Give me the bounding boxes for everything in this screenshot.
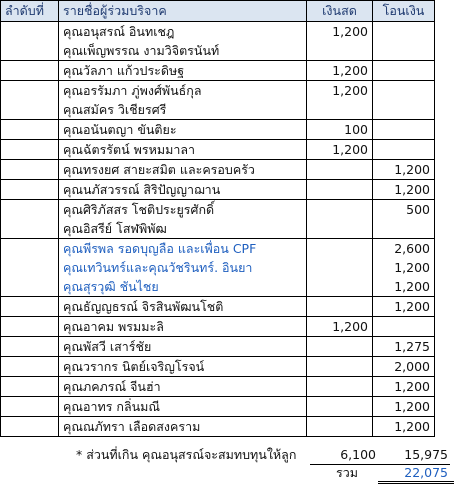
row-name-cell (59, 200, 307, 239)
table-row (1, 397, 435, 417)
row-transfer-cell (373, 61, 435, 81)
donor-name: คุณฉัตรรัตน์ พรหมมาลา (63, 142, 196, 157)
cash-amount: 1,200 (332, 63, 368, 78)
donor-name: คุณอาทร กลิ่นมณี (63, 399, 161, 414)
row-name-cell (59, 120, 307, 140)
row-name-cell (59, 337, 307, 357)
row-name-cell (59, 377, 307, 397)
table-row (1, 337, 435, 357)
row-transfer-cell (373, 397, 435, 417)
row-cash-cell (307, 397, 373, 417)
table-row (1, 297, 435, 317)
row-index-cell (1, 297, 59, 317)
row-index-cell (1, 317, 59, 337)
row-cash-cell (307, 160, 373, 180)
row-cash-cell (307, 377, 373, 397)
row-cash-cell (307, 81, 373, 120)
header-index: ลำดับที่ (1, 1, 59, 22)
row-index-cell (1, 140, 59, 160)
donor-name: คุณเพ็ญพรรณ งามวิจิตรนันท์ (63, 43, 220, 58)
row-transfer-cell (373, 377, 435, 397)
donor-name: คุณเทวินทร์และคุณวัชรินทร์. อินยา (63, 260, 253, 275)
row-transfer-cell (373, 160, 435, 180)
table-row (1, 160, 435, 180)
table-row (1, 200, 435, 239)
donor-name: คุณทรงยศ สายะสมิต และครอบครัว (63, 162, 255, 177)
grand-total-double-underline-top (378, 481, 454, 482)
row-name-cell (59, 180, 307, 200)
row-index-cell (1, 160, 59, 180)
row-index-cell (1, 120, 59, 140)
row-index-cell (1, 239, 59, 297)
table-row (1, 317, 435, 337)
table-row (1, 120, 435, 140)
row-transfer-cell (373, 357, 435, 377)
row-transfer-cell (373, 120, 435, 140)
row-name-cell (59, 160, 307, 180)
table-row (1, 239, 435, 297)
row-cash-cell (307, 417, 373, 437)
cash-amount: 1,200 (332, 319, 368, 334)
row-name-cell (59, 297, 307, 317)
donor-name: คุณวรากร นิตย์เจริญโรจน์ (63, 359, 205, 374)
row-cash-cell (307, 22, 373, 61)
cash-amount: 100 (344, 122, 368, 137)
row-index-cell (1, 397, 59, 417)
donor-name: คุณพัสวี เสาร์ชัย (63, 339, 152, 354)
donor-name: คุณอิสรีย์ โสฬพิพัฒ (63, 221, 167, 236)
header-name: รายชื่อผู้ร่วมบริจาค (59, 1, 307, 22)
header-transfer: โอนเงิน (373, 1, 435, 22)
transfer-amount: 1,200 (394, 182, 430, 197)
row-index-cell (1, 180, 59, 200)
row-transfer-cell (373, 81, 435, 120)
donor-name: คุณศิริภัสสร โชติประยูรศักดิ์ (63, 202, 215, 217)
table-row (1, 140, 435, 160)
row-name-cell (59, 357, 307, 377)
transfer-amount: 1,200 (394, 399, 430, 414)
row-transfer-cell (373, 337, 435, 357)
donor-name: คุณอนุสรณ์ อินทเชฎ (63, 24, 175, 39)
donor-name: คุณอาคม พรมมะลิ (63, 319, 164, 334)
cash-amount: 1,200 (332, 24, 368, 39)
row-transfer-cell (373, 200, 435, 239)
row-cash-cell (307, 317, 373, 337)
row-index-cell (1, 417, 59, 437)
row-transfer-cell (373, 317, 435, 337)
row-cash-cell (307, 61, 373, 81)
donor-name: คุณณภัทรา เลือดสงคราม (63, 419, 201, 434)
total-transfer: 15,975 (404, 447, 448, 462)
row-cash-cell (307, 297, 373, 317)
transfer-amount: 1,200 (394, 279, 430, 294)
row-index-cell (1, 81, 59, 120)
donor-name: คุณอนันตญา ขันติยะ (63, 122, 177, 137)
grand-total-value: 22,075 (404, 465, 448, 480)
row-transfer-cell (373, 417, 435, 437)
transfer-amount: 1,200 (394, 299, 430, 314)
total-cash: 6,100 (340, 447, 376, 462)
header-cash: เงินสด (307, 1, 373, 22)
row-cash-cell (307, 120, 373, 140)
header-row (1, 1, 435, 22)
donor-name: คุณพีรพล รอดบุญลือ และเพื่อน CPF (63, 241, 257, 256)
table-row (1, 22, 435, 61)
row-index-cell (1, 200, 59, 239)
table-row (1, 81, 435, 120)
row-name-cell (59, 317, 307, 337)
grand-total-label: รวม (336, 465, 358, 480)
cash-amount: 1,200 (332, 142, 368, 157)
row-transfer-cell (373, 297, 435, 317)
table-row (1, 377, 435, 397)
table-row (1, 180, 435, 200)
row-index-cell (1, 22, 59, 61)
transfer-amount: 1,275 (394, 339, 430, 354)
cash-amount: 1,200 (332, 83, 368, 98)
row-cash-cell (307, 337, 373, 357)
row-transfer-cell (373, 140, 435, 160)
donor-name: คุณวัลภา แก้วประดิษฐ (63, 63, 185, 78)
row-index-cell (1, 357, 59, 377)
row-transfer-cell (373, 180, 435, 200)
donor-name: คุณธัญญธรณ์ จิรสินพัฒนโชติ (63, 299, 224, 314)
row-index-cell (1, 61, 59, 81)
donor-name: คุณสุรวุฒิ ชันไชย (63, 279, 159, 294)
row-name-cell (59, 140, 307, 160)
donor-name: คุณสมัคร วิเชียรศรี (63, 102, 167, 117)
row-transfer-cell (373, 22, 435, 61)
table-row (1, 417, 435, 437)
row-cash-cell (307, 140, 373, 160)
row-cash-cell (307, 357, 373, 377)
transfer-amount: 1,200 (394, 260, 430, 275)
transfer-amount: 2,000 (394, 359, 430, 374)
row-name-cell (59, 397, 307, 417)
row-name-cell (59, 22, 307, 61)
row-cash-cell (307, 180, 373, 200)
row-name-cell (59, 61, 307, 81)
transfer-amount: 500 (406, 202, 430, 217)
row-cash-cell (307, 239, 373, 297)
table-row (1, 61, 435, 81)
row-index-cell (1, 337, 59, 357)
row-name-cell (59, 417, 307, 437)
donor-name: คุณภคภรณ์ จีนฮ่า (63, 379, 161, 394)
transfer-amount: 1,200 (394, 379, 430, 394)
transfer-amount: 1,200 (394, 419, 430, 434)
donor-name: คุณอรรัมภา ภู่พงศ์พันธ์กุล (63, 83, 202, 98)
row-cash-cell (307, 200, 373, 239)
transfer-amount: 2,600 (394, 241, 430, 256)
table-row (1, 357, 435, 377)
row-index-cell (1, 377, 59, 397)
row-name-cell (59, 239, 307, 297)
row-transfer-cell (373, 239, 435, 297)
row-name-cell (59, 81, 307, 120)
donor-name: คุณนภัสวรรณ์ สิริปัญญาฌาน (63, 182, 221, 197)
transfer-amount: 1,200 (394, 162, 430, 177)
footnote: * ส่วนที่เกิน คุณอนุสรณ์จะสมทบทุนให้ลูก (76, 447, 297, 462)
